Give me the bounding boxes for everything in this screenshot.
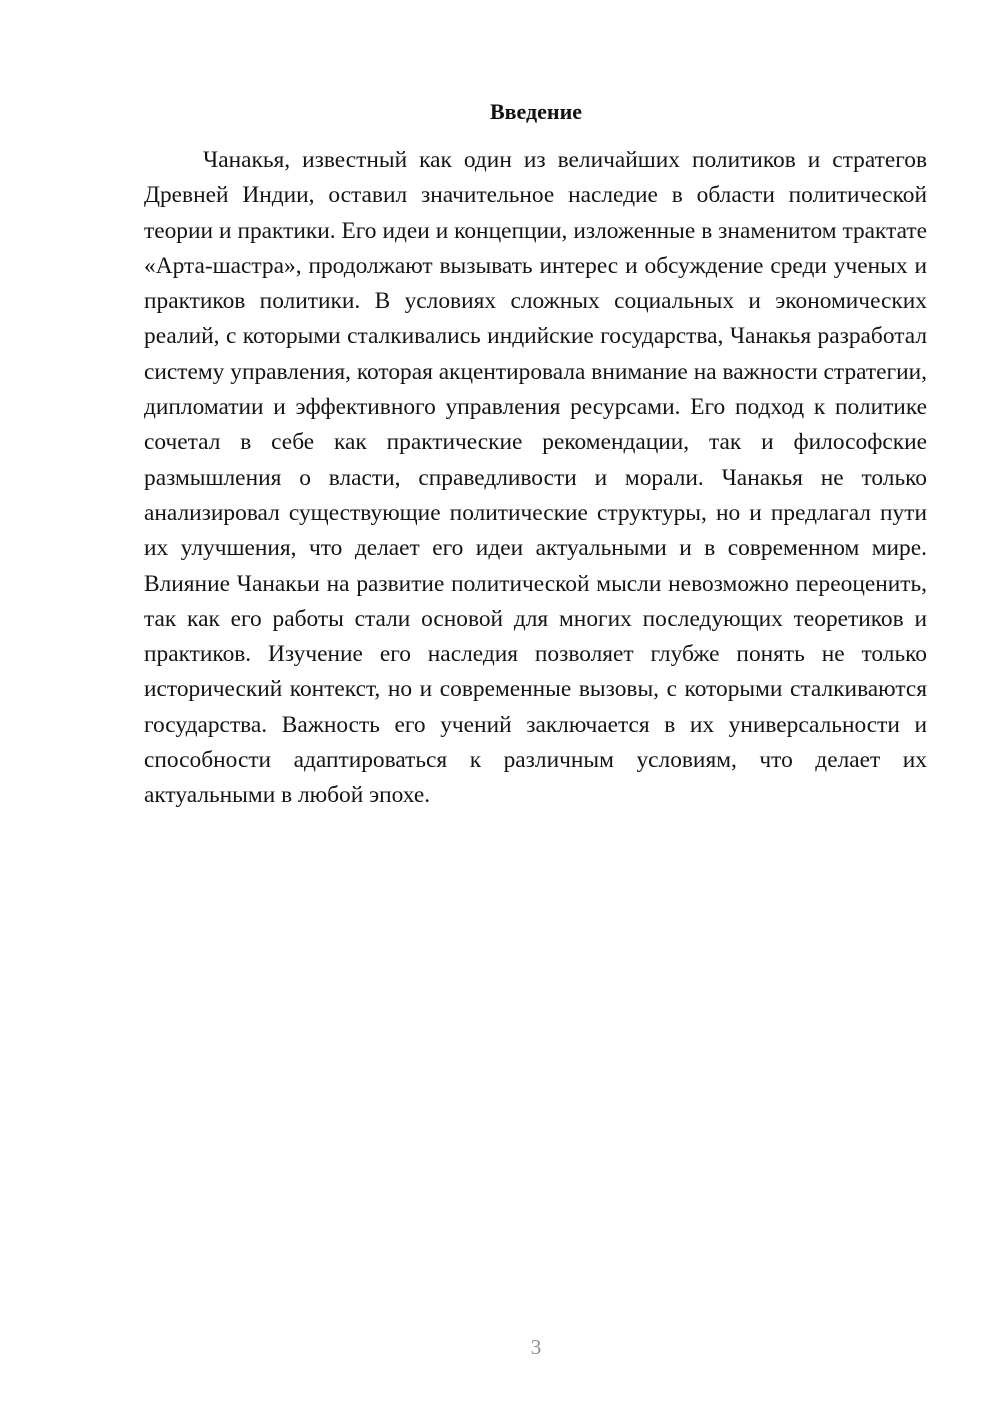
page-number: 3 xyxy=(530,1335,542,1359)
body-paragraph: Чанакья, известный как один из величайших политиков и стратегов Древней Индии, оставил значительное наследие в области политической теории и практики. Его идеи и концепции, изложенные в знаменитом трактате «Арта-шастра», продолжают вызывать интерес и обсуждение среди ученых и практиков политики. В условиях сложных социальных и экономических реалий, с которыми сталкивались индийские государства, Чанакья разработал систему управления, которая акцентировала внимание на важности стратегии, дипломатии и эффективного управления ресурсами. Его подход к политике сочетал в себе как практические рекомендации, так и философские размышления о власти, справедливости и морали. Чанакья не только анализировал существующие политические структуры, но и предлагал пути их улучшения, что делает его идеи актуальными и в современном мире. Влияние Чанакьи на развитие политической мысли невозможно переоценить, так как его работы стали основой для многих последующих теоретиков и практиков. Изучение его наследия позволяет глубже понять не только исторический контекст, но и современные вызовы, с которыми сталкиваются государства. Важность его учений заключается в их универсальности и способности адаптироваться к различным условиям, что делает их актуальными в любой эпохе. xyxy=(144,147,927,809)
section-heading: Введение xyxy=(489,99,583,124)
